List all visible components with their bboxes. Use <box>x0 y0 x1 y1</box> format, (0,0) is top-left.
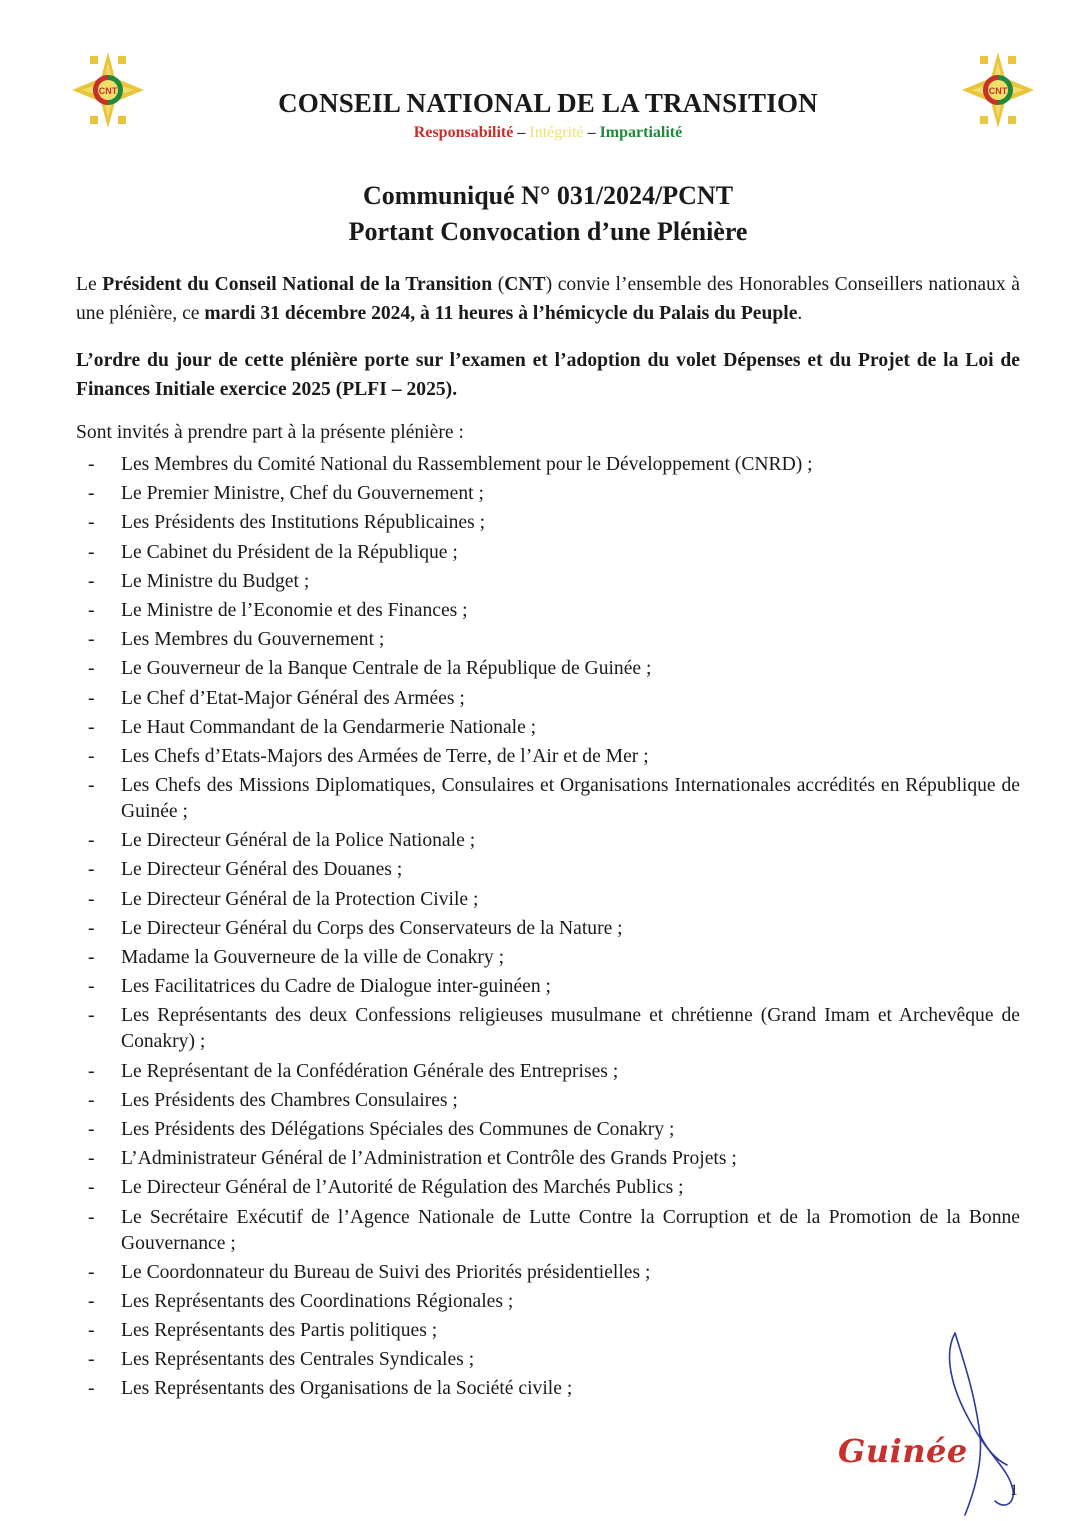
motto-impartialite: Impartialité <box>599 124 683 141</box>
organization-title: CONSEIL NATIONAL DE LA TRANSITION <box>278 88 818 118</box>
list-item: - Les Représentants des Coordinations Régionales ; <box>76 1289 1020 1315</box>
intro-text: Le <box>76 274 103 295</box>
invited-intro: Sont invités à prendre part à la présente plénière : <box>76 422 464 443</box>
list-item: - Le Directeur Général des Douanes ; <box>76 857 1020 883</box>
list-item: - Le Premier Ministre, Chef du Gouvernement ; <box>76 481 1020 507</box>
list-item: - Les Représentants des Partis politiques ; <box>76 1318 1020 1344</box>
list-item: - Les Membres du Gouvernement ; <box>76 627 1020 653</box>
list-item: - Le Cabinet du Président de la République ; <box>76 540 1020 566</box>
intro-date-place: mardi 31 décembre 2024, à 11 heures à l’hémicycle du Palais du Peuple <box>204 303 798 324</box>
list-item: - Les Membres du Comité National du Rassemblement pour le Développement (CNRD) ; <box>76 452 1020 478</box>
list-item: - Le Directeur Général de la Protection Civile ; <box>76 887 1020 913</box>
intro-text: . <box>797 303 803 324</box>
list-item: - Le Secrétaire Exécutif de l’Agence Nationale de Lutte Contre la Corruption et de la Promotion de la Bonne Gouvernance ; <box>76 1205 1020 1257</box>
svg-text:CNT: CNT <box>98 86 118 96</box>
intro-cnt: CNT <box>504 274 546 295</box>
communique-subject: Portant Convocation d’une Plénière <box>348 217 748 246</box>
guinee-brand-logo: Guinée <box>838 1432 968 1470</box>
list-item: - Madame la Gouverneure de la ville de Conakry ; <box>76 945 1020 971</box>
motto-responsabilite: Responsabilité <box>413 124 514 141</box>
motto <box>0 124 1080 142</box>
list-item: - Les Représentants des Centrales Syndicales ; <box>76 1347 1020 1373</box>
list-item: - Les Présidents des Chambres Consulaires ; <box>76 1088 1020 1114</box>
list-item: - Le Directeur Général de l’Autorité de Régulation des Marchés Publics ; <box>76 1175 1020 1201</box>
list-item: - Les Chefs des Missions Diplomatiques, Consulaires et Organisations Internationales accrédités en République de Guinée ; <box>76 773 1020 825</box>
svg-text:CNT: CNT <box>988 86 1008 96</box>
list-item: - Les Présidents des Institutions Républicaines ; <box>76 510 1020 536</box>
page-number: 1 <box>1010 1482 1018 1499</box>
list-item: - Le Directeur Général du Corps des Conservateurs de la Nature ; <box>76 916 1020 942</box>
list-item: - Le Haut Commandant de la Gendarmerie Nationale ; <box>76 715 1020 741</box>
intro-president: Président du Conseil National de la Transition <box>102 274 493 295</box>
list-item: - L’Administrateur Général de l’Administration et Contrôle des Grands Projets ; <box>76 1146 1020 1172</box>
invitees-list <box>76 452 1020 1406</box>
communique-title <box>0 178 1080 250</box>
motto-separator: – <box>583 124 600 141</box>
list-item: - Les Présidents des Délégations Spéciales des Communes de Conakry ; <box>76 1117 1020 1143</box>
list-item: - Les Chefs d’Etats-Majors des Armées de Terre, de l’Air et de Mer ; <box>76 744 1020 770</box>
intro-text: ) convie l’ensemble des Honorables Conseillers nationaux à une plénière, ce <box>76 274 1020 324</box>
motto-separator: – <box>513 124 530 141</box>
list-item: - Les Facilitatrices du Cadre de Dialogue inter-guinéen ; <box>76 974 1020 1000</box>
list-item: - Le Directeur Général de la Police Nationale ; <box>76 828 1020 854</box>
list-item: - Le Ministre du Budget ; <box>76 569 1020 595</box>
signature <box>925 1325 1035 1520</box>
list-item: - Le Gouverneur de la Banque Centrale de la République de Guinée ; <box>76 656 1020 682</box>
communique-number: Communiqué N° 031/2024/PCNT <box>362 181 734 210</box>
intro-paragraph <box>76 270 1020 328</box>
list-item: - Les Représentants des deux Confessions religieuses musulmane et chrétienne (Grand Imam et Archevêque de Conakry) ; <box>76 1003 1020 1055</box>
list-item: - Le Coordonnateur du Bureau de Suivi des Priorités présidentielles ; <box>76 1260 1020 1286</box>
list-item: - Le Chef d’Etat-Major Général des Armées ; <box>76 686 1020 712</box>
intro-text: ( <box>492 274 505 295</box>
list-item: - Le Ministre de l’Economie et des Finances ; <box>76 598 1020 624</box>
agenda-paragraph: L’ordre du jour de cette plénière porte sur l’examen et l’adoption du volet Dépenses et du Projet de la Loi de Finances Initiale exercice 2025 (PLFI – 2025). <box>76 350 1020 400</box>
list-item: - Le Représentant de la Confédération Générale des Entreprises ; <box>76 1059 1020 1085</box>
list-item: - Les Représentants des Organisations de la Société civile ; <box>76 1376 1020 1402</box>
motto-integrite: Intégrité <box>529 124 584 141</box>
